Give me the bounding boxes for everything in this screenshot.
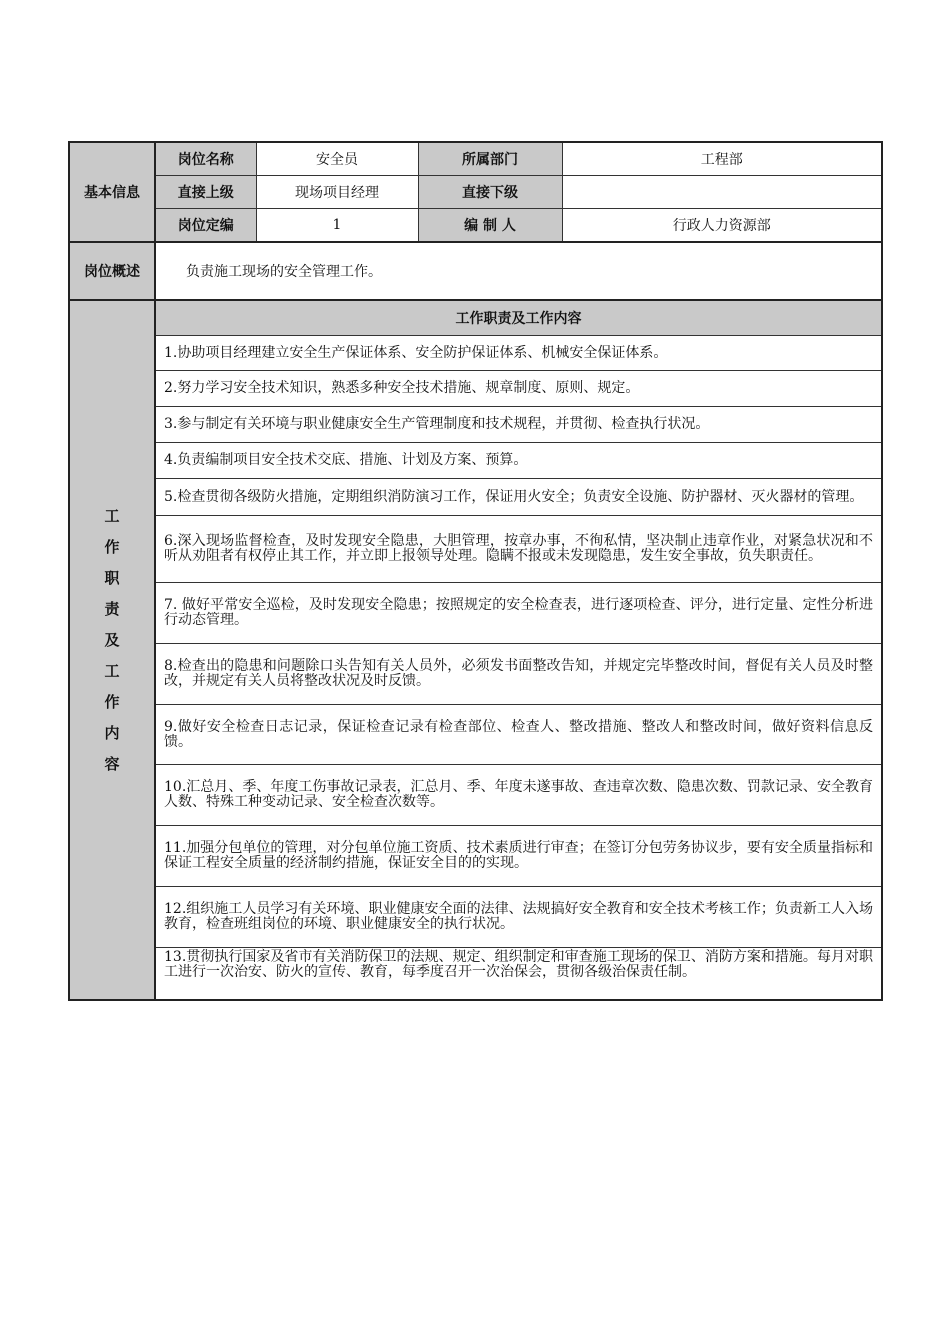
duty-row	[69, 765, 882, 826]
duty-row	[69, 371, 882, 407]
basic-row-3	[69, 209, 882, 243]
basic-info-label: 基本信息	[69, 142, 155, 242]
duty-item-3: 3.参与制定有关环境与职业健康安全生产管理制度和技术规程，并贯彻、检查执行状况。	[155, 407, 882, 443]
summary-text: 负责施工现场的安全管理工作。	[155, 242, 882, 300]
department-value: 工程部	[562, 142, 882, 176]
subordinate-label: 直接下级	[418, 176, 562, 209]
duty-item-10: 10.汇总月、季、年度工伤事故记录表，汇总月、季、年度未遂事故、查违章次数、隐患次数、罚款记录、安全教育人数、特殊工种变动记录、安全检查次数等。	[155, 765, 882, 826]
job-description-table	[68, 141, 883, 1001]
duty-item-5: 5.检查贯彻各级防火措施，定期组织消防演习工作，保证用火安全；负责安全设施、防护器材、灭火器材的管理。	[155, 479, 882, 516]
summary-row	[69, 242, 882, 300]
duty-item-11: 11.加强分包单位的管理，对分包单位施工资质、技术素质进行审查；在签订分包劳务协议步，要有安全质量指标和保证工程安全质量的经济制约措施，保证安全目的的实现。	[155, 826, 882, 887]
responsibilities-side-label	[69, 300, 155, 1000]
duty-item-8: 8.检查出的隐患和问题除口头告知有关人员外，必须发书面整改告知，并规定完毕整改时间，督促有关人员及时整改，并规定有关人员将整改状况及时反馈。	[155, 644, 882, 705]
basic-row-1	[69, 142, 882, 176]
duty-item-7: 7. 做好平常安全巡检，及时发现安全隐患；按照规定的安全检查表，进行逐项检查、评分，进行定量、定性分析进行动态管理。	[155, 583, 882, 644]
duty-row	[69, 479, 882, 516]
duty-row	[69, 644, 882, 705]
duty-item-1: 1.协助项目经理建立安全生产保证体系、安全防护保证体系、机械安全保证体系。	[155, 336, 882, 371]
duty-row	[69, 336, 882, 371]
duty-row	[69, 705, 882, 765]
duty-item-12: 12.组织施工人员学习有关环境、职业健康安全面的法律、法规搞好安全教育和安全技术考核工作；负责新工人入场教育，检查班组岗位的环境、职业健康安全的执行状况。	[155, 887, 882, 948]
superior-value: 现场项目经理	[256, 176, 418, 209]
duty-row	[69, 887, 882, 948]
author-value: 行政人力资源部	[562, 209, 882, 243]
headcount-value: 1	[256, 209, 418, 243]
responsibilities-title: 工作职责及工作内容	[155, 300, 882, 336]
position-name-value: 安全员	[256, 142, 418, 176]
duty-item-4: 4.负责编制项目安全技术交底、措施、计划及方案、预算。	[155, 443, 882, 479]
duty-row	[69, 948, 882, 1000]
headcount-label: 岗位定编	[155, 209, 256, 243]
summary-label: 岗位概述	[69, 242, 155, 300]
responsibilities-title-row	[69, 300, 882, 336]
duty-row	[69, 407, 882, 443]
responsibilities-side-text: 工作职责及工作内容	[102, 508, 121, 788]
duty-item-2: 2.努力学习安全技术知识，熟悉多种安全技术措施、规章制度、原则、规定。	[155, 371, 882, 407]
author-label: 编 制 人	[418, 209, 562, 243]
duty-item-6: 6.深入现场监督检查，及时发现安全隐患，大胆管理，按章办事，不徇私情，坚决制止违章作业，对紧急状况和不听从劝阻者有权停止其工作，并立即上报领导处理。隐瞒不报或未发现隐患，发生安全事故，负失职责任。	[155, 516, 882, 583]
duty-row	[69, 516, 882, 583]
duty-row	[69, 443, 882, 479]
superior-label: 直接上级	[155, 176, 256, 209]
duty-item-13: 13.贯彻执行国家及省市有关消防保卫的法规、规定、组织制定和审查施工现场的保卫、消防方案和措施。每月对职工进行一次治安、防火的宣传、教育，每季度召开一次治保会，贯彻各级治保责任制。	[155, 948, 882, 1000]
duty-row	[69, 826, 882, 887]
duty-item-9: 9.做好安全检查日志记录，保证检查记录有检查部位、检查人、整改措施、整改人和整改时间，做好资料信息反馈。	[155, 705, 882, 765]
department-label: 所属部门	[418, 142, 562, 176]
position-name-label: 岗位名称	[155, 142, 256, 176]
basic-row-2	[69, 176, 882, 209]
subordinate-value	[562, 176, 882, 209]
duty-row	[69, 583, 882, 644]
